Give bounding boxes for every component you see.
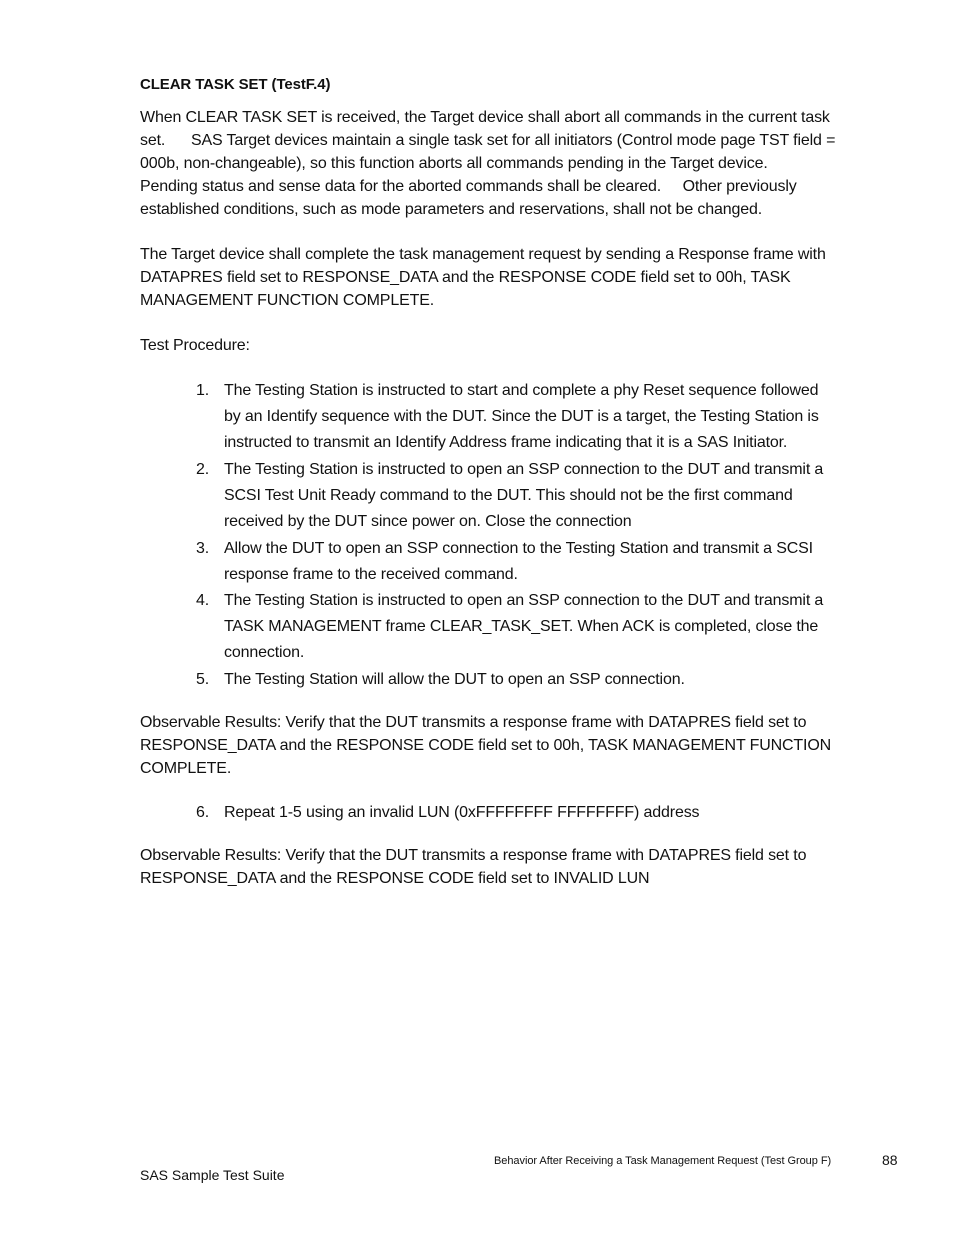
step-line: SCSI Test Unit Ready command to the DUT. This should not be the first command (224, 487, 793, 504)
paragraph-line: Pending status and sense data for the aborted commands shall be cleared. Other previously (140, 178, 797, 195)
paragraph-line: RESPONSE_DATA and the RESPONSE CODE field set to INVALID LUN (140, 870, 650, 887)
step-text (224, 667, 904, 693)
step-text (224, 457, 904, 535)
step-line: The Testing Station is instructed to open an SSP connection to the DUT and transmit a (224, 592, 824, 609)
section-heading: CLEAR TASK SET (TestF.4) (140, 76, 331, 93)
step-text (224, 378, 904, 456)
footer-page-number: 88 (882, 1152, 898, 1168)
step-line: Allow the DUT to open an SSP connection to the Testing Station and transmit a SCSI (224, 540, 813, 557)
step-text (224, 588, 904, 666)
footer-document-title: SAS Sample Test Suite (140, 1167, 285, 1183)
paragraph-line: MANAGEMENT FUNCTION COMPLETE. (140, 292, 435, 309)
step-line: received by the DUT since power on. Close the connection (224, 513, 632, 530)
paragraph-line: RESPONSE_DATA and the RESPONSE CODE field set to 00h, TASK MANAGEMENT FUNCTION (140, 737, 832, 754)
step-line: The Testing Station is instructed to open an SSP connection to the DUT and transmit a (224, 461, 824, 478)
step-number: 1. (196, 382, 210, 399)
intro-paragraph (140, 106, 910, 221)
step-number: 5. (196, 671, 210, 688)
step-line: Repeat 1-5 using an invalid LUN (0xFFFFFFFF FFFFFFFF) address (224, 804, 700, 821)
step-number: 2. (196, 461, 210, 478)
step-line: The Testing Station will allow the DUT to open an SSP connection. (224, 671, 685, 688)
paragraph-line: set. SAS Target devices maintain a single task set for all initiators (Control mode page TST field = (140, 132, 836, 149)
paragraph-line: 000b, non-changeable), so this function aborts all commands pending in the Target device. (140, 155, 768, 172)
step-line: TASK MANAGEMENT frame CLEAR_TASK_SET. When ACK is completed, close the (224, 618, 819, 635)
paragraph-line: The Target device shall complete the task management request by sending a Response frame with (140, 246, 826, 263)
step-text (224, 800, 904, 826)
footer-section-title: Behavior After Receiving a Task Management Request (Test Group F) (494, 1155, 832, 1167)
paragraph-line: DATAPRES field set to RESPONSE_DATA and the RESPONSE CODE field set to 00h, TASK (140, 269, 791, 286)
step-line: instructed to transmit an Identify Address frame indicating that it is a SAS Initiator. (224, 434, 788, 451)
step-number: 4. (196, 592, 210, 609)
step-text (224, 536, 904, 588)
paragraph-line: COMPLETE. (140, 760, 232, 777)
completion-paragraph (140, 243, 910, 312)
step-line: response frame to the received command. (224, 566, 518, 583)
step-line: The Testing Station is instructed to start and complete a phy Reset sequence followed (224, 382, 819, 399)
observable-results-paragraph (140, 711, 910, 780)
step-number: 6. (196, 804, 210, 821)
paragraph-line: Observable Results: Verify that the DUT transmits a response frame with DATAPRES field set to (140, 847, 807, 864)
test-procedure-label: Test Procedure: (140, 337, 250, 354)
step-number: 3. (196, 540, 210, 557)
paragraph-line: established conditions, such as mode parameters and reservations, shall not be changed. (140, 201, 762, 218)
paragraph-line: Observable Results: Verify that the DUT transmits a response frame with DATAPRES field set to (140, 714, 807, 731)
observable-results-invalid-lun-paragraph (140, 844, 910, 890)
paragraph-line: When CLEAR TASK SET is received, the Target device shall abort all commands in the current task (140, 109, 830, 126)
step-line: by an Identify sequence with the DUT. Since the DUT is a target, the Testing Station is (224, 408, 819, 425)
step-line: connection. (224, 644, 305, 661)
